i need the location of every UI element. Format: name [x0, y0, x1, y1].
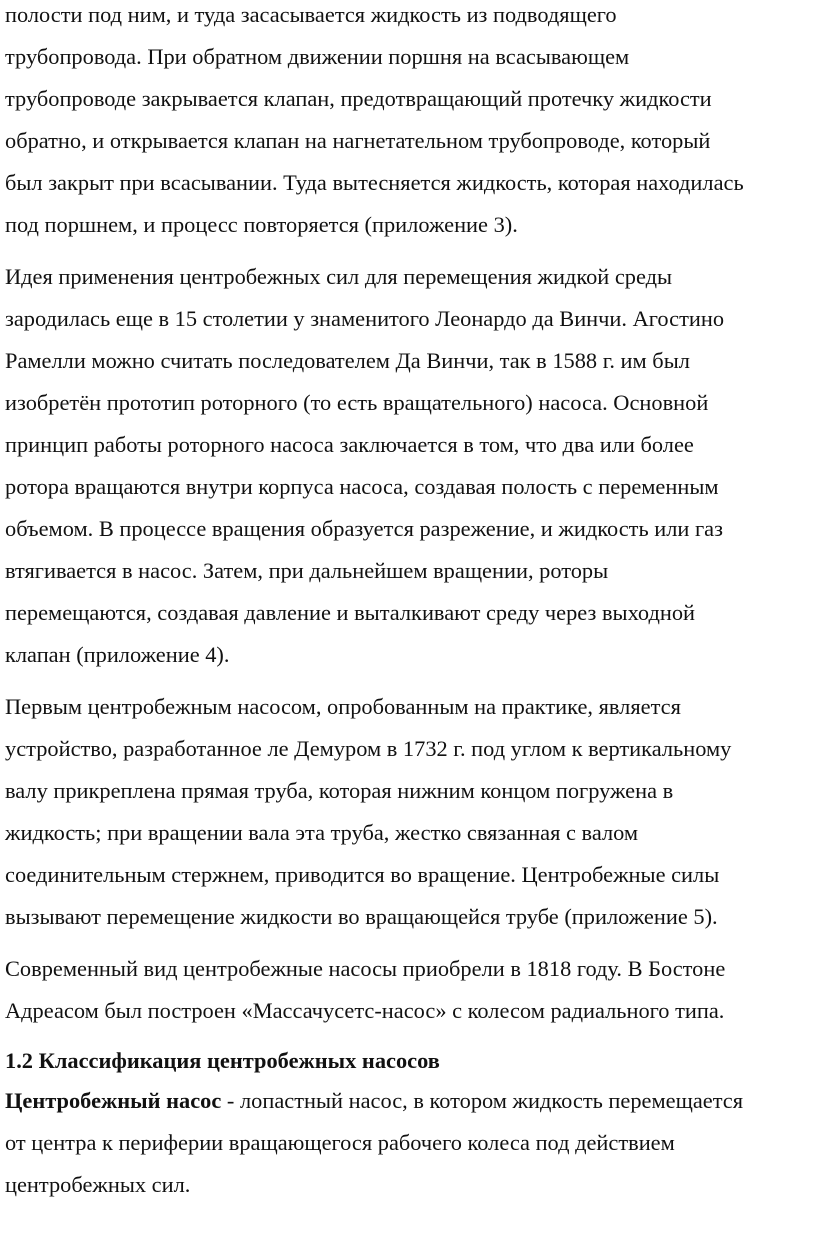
paragraph-rotary-pump-history	[5, 256, 811, 676]
text-line: обратно, и открывается клапан на нагнетательном трубопроводе, который	[5, 128, 711, 153]
text-line: устройство, разработанное ле Демуром в 1732 г. под углом к вертикальному	[5, 736, 732, 761]
text-line: под поршнем, и процесс повторяется (приложение 3).	[5, 212, 518, 237]
text-line: Рамелли можно считать последователем Да Винчи, так в 1588 г. им был	[5, 348, 690, 373]
text-line: клапан (приложение 4).	[5, 642, 230, 667]
text-line: Идея применения центробежных сил для перемещения жидкой среды	[5, 264, 673, 289]
paragraph-modern-pumps	[5, 948, 811, 1032]
paragraph-definition	[5, 1080, 811, 1206]
definition-text: - лопастный насос, в котором жидкость перемещается	[221, 1088, 743, 1113]
document-page	[5, 0, 811, 1206]
text-line: втягивается в насос. Затем, при дальнейшем вращении, роторы	[5, 558, 609, 583]
text-line: Первым центробежным насосом, опробованным на практике, является	[5, 694, 681, 719]
text-line: ротора вращаются внутри корпуса насоса, создавая полость с переменным	[5, 474, 719, 499]
text-line: изобретён прототип роторного (то есть вращательного) насоса. Основной	[5, 390, 709, 415]
text-line: жидкость; при вращении вала эта труба, жестко связанная с валом	[5, 820, 639, 845]
text-line: зародилась еще в 15 столетии у знаменитого Леонардо да Винчи. Агостино	[5, 306, 725, 331]
paragraph-piston-pump	[5, 0, 811, 246]
text-line: вызывают перемещение жидкости во вращающейся трубе (приложение 5).	[5, 904, 718, 929]
text-line: был закрыт при всасывании. Туда вытесняется жидкость, которая находилась	[5, 170, 744, 195]
text-line: трубопровода. При обратном движении поршня на всасывающем	[5, 44, 630, 69]
text-line: трубопроводе закрывается клапан, предотвращающий протечку жидкости	[5, 86, 712, 111]
section-heading: 1.2 Классификация центробежных насосов	[5, 1048, 440, 1073]
definition-term: Центробежный насос	[5, 1088, 222, 1113]
paragraph-first-centrifugal-pump	[5, 686, 811, 938]
text-line: соединительным стержнем, приводится во вращение. Центробежные силы	[5, 862, 720, 887]
text-line: от центра к периферии вращающегося рабочего колеса под действием	[5, 1130, 675, 1155]
text-line: центробежных сил.	[5, 1172, 191, 1197]
text-line: перемещаются, создавая давление и выталкивают среду через выходной	[5, 600, 696, 625]
text-line: Современный вид центробежные насосы приобрели в 1818 году. В Бостоне	[5, 956, 726, 981]
definition-first-line	[5, 1080, 811, 1122]
text-line: валу прикреплена прямая труба, которая нижним концом погружена в	[5, 778, 674, 803]
text-line: принцип работы роторного насоса заключается в том, что два или более	[5, 432, 694, 457]
text-line: полости под ним, и туда засасывается жидкость из подводящего	[5, 2, 617, 27]
text-line: Адреасом был построен «Массачусетс-насос» с колесом радиального типа.	[5, 998, 725, 1023]
text-line: объемом. В процессе вращения образуется разрежение, и жидкость или газ	[5, 516, 723, 541]
